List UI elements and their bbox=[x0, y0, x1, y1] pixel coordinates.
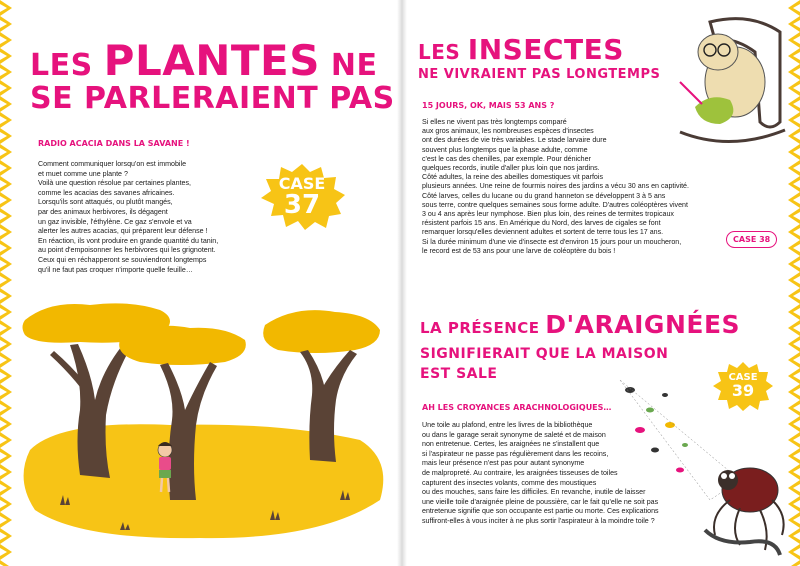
badge-case-number-2: 39 bbox=[731, 381, 755, 400]
title-word-ne: NE bbox=[330, 48, 378, 83]
title-word-la-presence: LA PRÉSENCE bbox=[420, 319, 540, 337]
case-38-tag: CASE 38 bbox=[726, 231, 777, 248]
left-body-text: Comment communiquer lorsqu'on est immobile et muet comme une plante ? Voilà une question résolue par certaines plantes, comme les acacias des savanes africaines. Lorsqu'ils sont attaqués, ou plutôt mangés, par des animaux herbivores, ils dégagent un gaz invisible, l'éthylène. Ce gaz s'envole et va alerter les autres acacias, qui préparent leur défense ! En réaction, ils vont produire en grande quantité du tanin, au point d'empoisonner les herbivores qui les grignotent. Ceux qui en réchapperont se souviendront longtemps qu'il ne faut pas croquer n'importe quelle feuille… bbox=[38, 160, 219, 274]
araignees-title-line2: SIGNIFIERAIT QUE LA MAISON bbox=[420, 346, 669, 362]
insectes-title-line2: NE VIVRAIENT PAS LONGTEMPS bbox=[418, 67, 661, 82]
badge-case-label-2: CASE bbox=[728, 372, 758, 383]
title-word-araignees: D'ARAIGNÉES bbox=[545, 310, 741, 339]
title-word-les: LES bbox=[30, 48, 93, 83]
flying-insects bbox=[625, 387, 688, 473]
title-word-les-2: LES bbox=[418, 40, 461, 64]
araignees-title-line1 bbox=[420, 312, 740, 337]
badge-case-number: 37 bbox=[283, 190, 321, 220]
insectes-kicker: 15 JOURS, OK, MAIS 53 ANS ? bbox=[422, 101, 555, 110]
case-37-badge bbox=[258, 162, 346, 232]
savanna-trees-illustration bbox=[20, 300, 395, 560]
left-title-line2: SE PARLERAIENT PAS bbox=[30, 81, 395, 116]
title-word-plantes: PLANTES bbox=[103, 36, 320, 85]
left-kicker: RADIO ACACIA DANS LA SAVANE ! bbox=[38, 139, 190, 148]
title-word-insectes: INSECTES bbox=[467, 33, 624, 66]
badge-case-label: CASE bbox=[278, 174, 326, 193]
insectes-title-line1 bbox=[418, 33, 624, 66]
left-zigzag-border bbox=[0, 0, 14, 566]
araignees-title-line3: EST SALE bbox=[420, 366, 498, 382]
araignees-body-text: Une toile au plafond, entre les livres de la bibliothèque ou dans le garage serait synonyme de saleté et de maison non entretenue. Certes, les araignées ne s'installent que si l'aspirateur ne passe pas régulièrement dans les recoins, mais leur présence n'est pas pour autant synonyme de malpropreté. Au contraire, les araignées tisseuses de toiles capturent des insectes volants, comme des moustiques ou des mouches, sans faire les difficiles. En revanche, inutile de laisser une vieille toile d'araignée pleine de poussière, car le fait qu'elle ne soit pas entretenue signifie que son occupante est partie ou morte. Ces explications suffiront-elles à vous inciter à ne plus sortir l'aspirateur à la moindre toile ? bbox=[422, 421, 659, 525]
spider-vacuum-illustration bbox=[610, 370, 790, 560]
araignees-kicker: AH LES CROYANCES ARACHNOLOGIQUES… bbox=[422, 403, 612, 412]
left-title-line1 bbox=[30, 36, 378, 85]
book-gutter bbox=[397, 0, 407, 566]
insectes-body-text: Si elles ne vivent pas très longtemps comparé aux gros animaux, les nombreuses espèces d'insectes ont des durées de vie très variables. Le stade larvaire dure souvent plus longtemps que la phase adulte, comme c'est le cas des chenilles, par exemple. Pour dénicher quelques records, inutile d'aller plus loin que nos jardins. Côté adultes, la reine des abeilles domestiques vit parfois plusieurs années. Une reine de fourmis noires des jardins a vécu 30 ans en captivité. Côté larves, celles du lucane ou du grand hanneton se développent 3 à 5 ans sous terre, contre quelques semaines sous forme adulte. D'autres coléoptères vivent 3 ou 4 ans après leur nymphose. Bien plus loin, des reines de termites tropicaux résistent parfois 15 ans. En Amérique du Nord, des larves de cigales se font remarquer lorsqu'elles deviennent adultes et sortent de terre tous les 17 ans. Si la durée minimum d'une vie d'insecte est d'environ 15 jours pour un moucheron, le record est de 53 ans pour une larve de coléoptère du bois ! bbox=[422, 118, 689, 255]
